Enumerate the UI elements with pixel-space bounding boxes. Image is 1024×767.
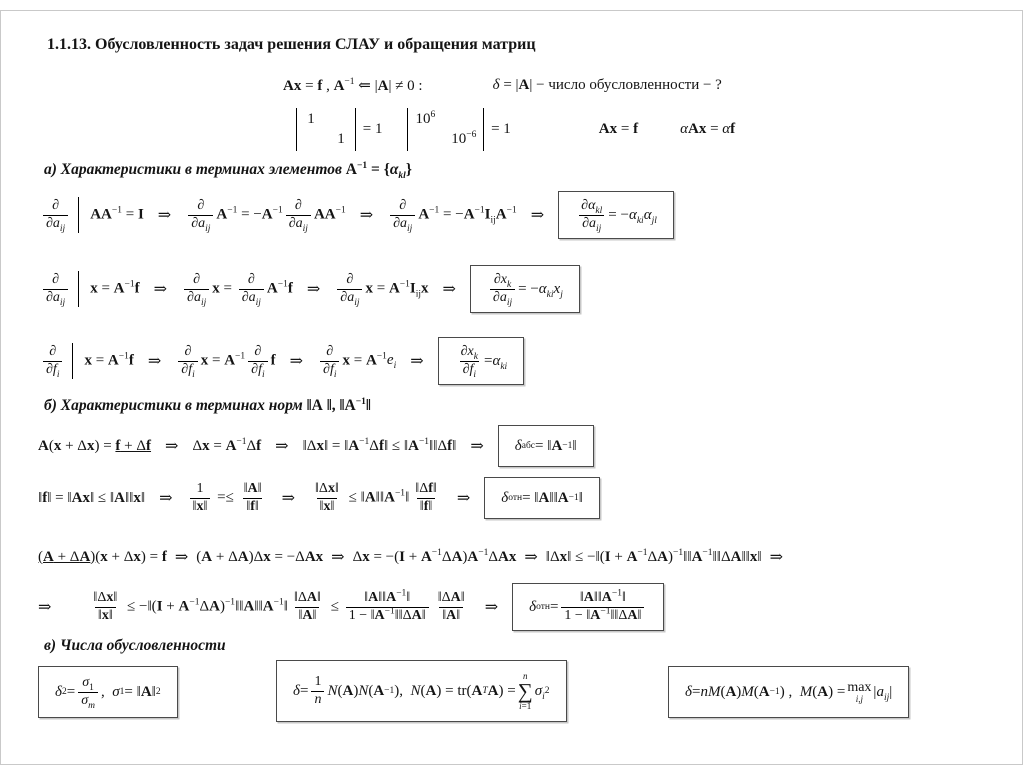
formula-a1-step3: ∂ $\partial a_{ij}$ $A^{-1} = -A^{-1}I_{ij}A^{-1}$ bbox=[387, 198, 517, 233]
formula-b3-step4: ‖Δx‖ ≤ −‖(I + $A^{-1}\Delta A)^{-1}‖‖A^{-1}‖‖\Delta A‖‖x‖$ bbox=[545, 547, 762, 565]
intro-problem-line bbox=[283, 76, 722, 95]
result-box-b2: δ отн = ‖ A ‖‖ A −1 ‖ bbox=[484, 477, 600, 519]
derivation-row-b1 bbox=[38, 424, 594, 468]
formula-b1-step2: $\Delta x = A^{-1}\Delta f$ bbox=[192, 436, 262, 454]
formula-determinant-identity: 1 1 = 1 bbox=[293, 108, 382, 151]
implies-arrow: ⇒ bbox=[484, 599, 499, 616]
implies-arrow: ⇒ bbox=[153, 281, 168, 298]
formula-system: Ax = f bbox=[598, 120, 639, 137]
derivation-row-a1 bbox=[40, 186, 674, 244]
result-box-a3: $\partial x_k$ $\partial f_i$ = $\alpha_{ki}$ bbox=[438, 337, 525, 386]
implies-arrow: ⇒ bbox=[289, 353, 304, 370]
formula-b2-step3: $\frac{‖\Delta x‖}{‖x‖}$ ≤ $‖A‖‖A^{-1}‖$ $\frac{‖\Delta f‖}{‖f‖}$ bbox=[315, 480, 437, 514]
section-a-heading: а) Характеристики в терминах элементов $A^{-1} = \{\alpha_{kl}\}$ bbox=[44, 160, 412, 182]
implies-arrow: ⇒ bbox=[159, 490, 173, 507]
derivation-row-b3 bbox=[38, 538, 791, 576]
formula-a2-step2: ∂ $\partial a_{ij}$ x = ∂ $\partial a_{ij}$ $A^{-1}f$ bbox=[181, 272, 293, 307]
slide-title: 1.1.13. Обусловленность задач решения СЛАУ и обращения матриц bbox=[47, 36, 536, 53]
implies-arrow: ⇒ bbox=[157, 207, 172, 224]
result-box-a2: $\partial x_k$ $\partial a_{ij}$ = − $\alpha_{ki}$ $x_j$ bbox=[470, 265, 580, 314]
implies-arrow: ⇒ bbox=[524, 549, 538, 566]
implies-arrow: ⇒ bbox=[281, 490, 295, 507]
formula-b4-estimate: $\frac{‖\Delta x‖}{‖x‖}$ ≤ −‖(I + $A^{-1}\Delta A)^{-1}‖‖A‖‖A^{-1}‖$ $\frac{‖\Delta A‖}{‖A‖}$ ≤ $\frac{‖A‖‖A^{-1}‖}{1 - ‖A^{-1}‖‖\Delta A‖}$ $\frac{‖\Delta A‖}{‖A‖}$ bbox=[93, 588, 465, 623]
implies-arrow: ⇒ bbox=[769, 549, 783, 566]
formula-condition-number-question: δ = |A| − число обусловленности − ? bbox=[492, 77, 722, 93]
implies-arrow: ⇒ bbox=[410, 353, 424, 370]
formula-a2-start: ∂ $\partial a_{ij}$ $x = A^{-1}f$ bbox=[40, 271, 140, 307]
formula-a1-start: ∂ $\partial a_{ij}$ $AA^{-1} = I$ bbox=[40, 197, 144, 233]
formula-b3-step2: (A + ΔA)Δx = −ΔAx bbox=[196, 548, 324, 565]
implies-arrow: ⇒ bbox=[38, 599, 52, 616]
implies-arrow: ⇒ bbox=[530, 207, 545, 224]
result-box-b1: δ абс = ‖ A −1 ‖ bbox=[498, 425, 594, 467]
condition-number-box-frobenius: δ = 1 n N ( A ) N ( A −1 ), N ( A ) = tr( A T A ) = n ∑ i=1 $\sigma_i$ 2 bbox=[276, 660, 567, 722]
formula-a2-step3: ∂ $\partial a_{ij}$ $x = A^{-1}I_{ij}x$ bbox=[334, 272, 428, 307]
implies-arrow: ⇒ bbox=[174, 549, 189, 566]
implies-arrow: ⇒ bbox=[470, 438, 484, 455]
formula-b3-start: (A + ΔA)(x + Δx) = f bbox=[38, 548, 167, 565]
implies-arrow: ⇒ bbox=[331, 549, 345, 566]
condition-number-box-max-element: δ = nM ( A ) M ( A −1 ) , M ( A ) = max i,j | $a_{ij}$ | bbox=[668, 666, 909, 718]
implies-arrow: ⇒ bbox=[456, 490, 471, 507]
derivation-row-b2 bbox=[38, 466, 600, 530]
section-c-heading: в) Числа обусловленности bbox=[44, 637, 226, 654]
formula-problem-statement: Ax = f , $A^{-1}$ ⇐ |A| ≠ 0 : bbox=[283, 77, 423, 94]
intro-examples-line bbox=[293, 100, 735, 158]
formula-b2-start: ‖f‖ = ‖Ax‖ ≤ ‖A‖‖x‖ bbox=[38, 489, 146, 506]
formula-a3-step3: ∂ $\partial f_i$ $x = A^{-1}e_i$ bbox=[317, 344, 396, 379]
formula-scaled-system: αAx = αf bbox=[680, 120, 736, 137]
implies-arrow: ⇒ bbox=[165, 438, 179, 455]
derivation-row-a2 bbox=[40, 258, 580, 320]
result-box-b4: δ отн = $‖A‖‖A^{-1}‖$ $1 - ‖A^{-1}‖‖\Delta A‖$ bbox=[512, 583, 664, 632]
derivation-row-a3 bbox=[40, 330, 524, 392]
formula-a3-step2: ∂ $\partial f_i$ $x = A^{-1}$ ∂ $\partial f_i$ f bbox=[175, 344, 275, 379]
condition-number-box-spectral: δ 2 = $\sigma_1$ $\sigma_m$ , σ 1 = ‖ A ‖ 2 bbox=[38, 666, 178, 718]
formula-a1-step2: ∂ $\partial a_{ij}$ $A^{-1} = -A^{-1}$ ∂ $\partial a_{ij}$ $AA^{-1}$ bbox=[185, 198, 346, 233]
implies-arrow: ⇒ bbox=[442, 281, 456, 298]
formula-b1-start: A(x + Δx) = f + Δf bbox=[38, 437, 152, 454]
formula-b3-step3: $\Delta x = -(I + A^{-1}\Delta A)A^{-1}\Delta Ax$ bbox=[352, 547, 517, 565]
result-box-a1: $\partial\alpha_{kl}$ $\partial a_{ij}$ = − $\alpha_{ki}$ $\alpha_{jl}$ bbox=[558, 191, 674, 240]
formula-b1-step3: ‖Δx‖ = $‖A^{-1}\Delta f‖$ ≤ $‖A^{-1}‖‖\Delta f‖$ bbox=[302, 436, 457, 454]
formula-b2-step2: $\frac{1}{‖x‖}$ =≤ $\frac{‖A‖}{‖f‖}$ bbox=[187, 481, 268, 516]
derivation-row-b4 bbox=[38, 574, 664, 640]
implies-arrow: ⇒ bbox=[306, 281, 321, 298]
implies-arrow: ⇒ bbox=[359, 207, 374, 224]
formula-a3-start: ∂ $\partial f_i$ $x = A^{-1}f$ bbox=[40, 343, 134, 379]
section-b-heading: б) Характеристики в терминах норм ‖A ‖, $‖A^{-1}‖$ bbox=[44, 396, 371, 414]
formula-determinant-scaled: $10^6$ $10^{-6}$ = 1 bbox=[404, 108, 510, 151]
implies-arrow: ⇒ bbox=[275, 438, 289, 455]
implies-arrow: ⇒ bbox=[147, 353, 162, 370]
